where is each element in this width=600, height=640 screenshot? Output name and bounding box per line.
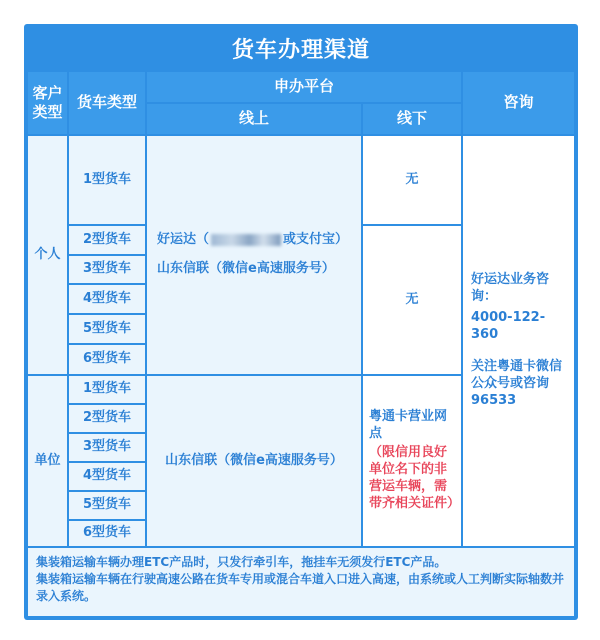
company-online-shandong-xinlian: 山东信联（微信e高速服务号） — [147, 376, 361, 546]
customer-type-personal: 个人 — [28, 136, 67, 374]
company-offline — [363, 376, 461, 546]
truck-type-personal-4: 4型货车 — [69, 285, 145, 313]
truck-type-personal-6: 6型货车 — [69, 345, 145, 374]
redacted-text — [211, 234, 281, 246]
channel-table-card — [24, 24, 578, 620]
truck-type-company-3: 3型货车 — [69, 434, 145, 461]
personal-offline-type1: 无 — [363, 136, 461, 224]
company-offline-note: （限信用良好单位名下的非营运车辆，需带齐相关证件） — [369, 445, 461, 511]
personal-online-haoyunda-suffix: 或支付宝） — [283, 232, 349, 248]
header-consult: 咨询 — [463, 72, 574, 134]
footer-note-container-tractor: 集装箱运输车辆办理ETC产品时，只发行牵引车，拖挂车无须发行ETC产品。 — [36, 555, 447, 569]
consult-haoyunda-phone: 4000-122-360 — [471, 309, 546, 342]
footer-notes — [28, 548, 574, 616]
company-offline-title: 粤通卡营业网点 — [369, 409, 448, 442]
header-truck-type: 货车类型 — [69, 72, 145, 134]
truck-type-company-2: 2型货车 — [69, 405, 145, 432]
truck-type-company-6: 6型货车 — [69, 521, 145, 546]
header-customer-type: 客户类型 — [28, 72, 67, 134]
header-offline: 线下 — [363, 104, 461, 134]
header-online: 线上 — [147, 104, 361, 134]
personal-offline-type2-6: 无 — [363, 226, 461, 374]
personal-online-haoyunda-prefix: 好运达（ — [157, 232, 210, 248]
truck-type-personal-3: 3型货车 — [69, 256, 145, 283]
header-platform: 申办平台 — [147, 72, 461, 102]
truck-type-personal-1: 1型货车 — [69, 136, 145, 224]
truck-type-company-5: 5型货车 — [69, 492, 145, 519]
truck-type-personal-5: 5型货车 — [69, 315, 145, 343]
footer-note-container-axles: 集装箱运输车辆在行驶高速公路在货车专用或混合车道入口进入高速，由系统或人工判断实际轴数并录入系统。 — [36, 572, 565, 603]
personal-online-channels — [147, 136, 361, 374]
truck-type-personal-2: 2型货车 — [69, 226, 145, 254]
consult-info — [463, 136, 574, 546]
personal-online-shandong-xinlian: 山东信联（微信e高速服务号） — [157, 261, 335, 276]
customer-type-company: 单位 — [28, 376, 67, 546]
consult-haoyunda-label: 好运达业务咨询： — [471, 271, 550, 304]
truck-type-company-1: 1型货车 — [69, 376, 145, 403]
page-title: 货车办理渠道 — [231, 37, 370, 63]
truck-type-company-4: 4型货车 — [69, 463, 145, 490]
consult-yuetongka: 关注粤通卡微信公众号或咨询96533 — [471, 359, 563, 409]
